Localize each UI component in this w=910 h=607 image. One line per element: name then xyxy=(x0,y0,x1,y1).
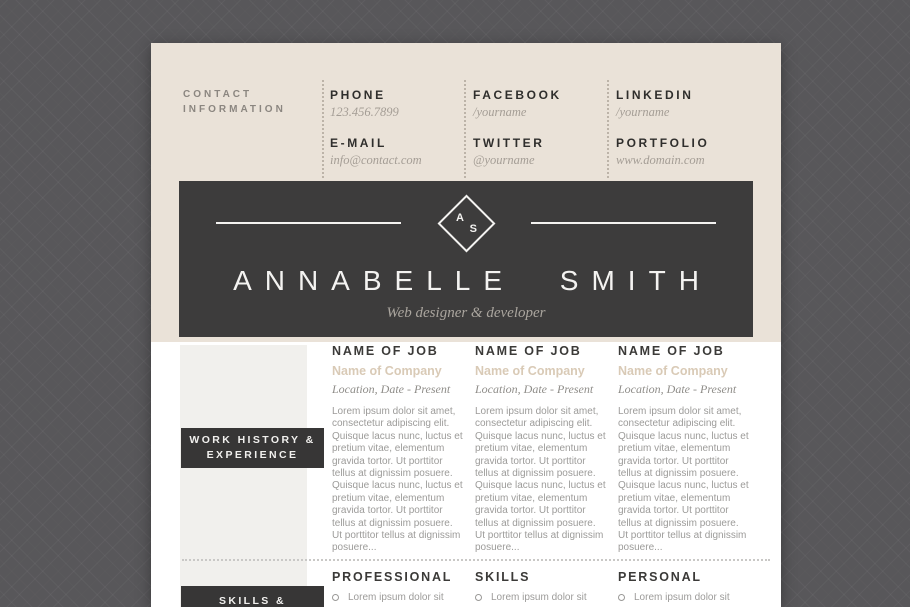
job-entry xyxy=(475,344,606,555)
skills-list-professional xyxy=(332,570,463,603)
contact-divider xyxy=(322,80,324,178)
monogram-diamond-icon xyxy=(438,195,494,251)
circle-bullet-icon xyxy=(618,594,625,601)
job-title: NAME OF JOB xyxy=(475,344,582,358)
contact-item-linkedin xyxy=(616,88,759,123)
contact-label: TWITTER xyxy=(473,136,545,150)
contact-value: /yourname xyxy=(473,105,527,119)
list-title: SKILLS xyxy=(475,570,531,584)
banner-rule-left xyxy=(216,222,401,224)
contact-item-portfolio xyxy=(616,136,759,171)
job-entry xyxy=(618,344,749,555)
contact-label: PHONE xyxy=(330,88,386,102)
job-location-dates: Location, Date - Present xyxy=(332,382,451,396)
monogram-letter-s: S xyxy=(469,222,477,235)
list-title: PROFESSIONAL xyxy=(332,570,453,584)
job-description: Lorem ipsum dolor sit amet, consectetur adipiscing elit. Quisque lacus nunc, luctus et pretium vitae, elementum gravida tortor. Ut porttitor tellus at dignissim posuere. Quisque lacus nunc, luctus et pretium vitae, elementum gravida tortor. Ut porttitor tellus at dignissim posuere. Ut porttitor tellus at dignissim posuere... xyxy=(475,406,606,554)
diamond-outline xyxy=(437,194,495,252)
job-title: NAME OF JOB xyxy=(618,344,725,358)
job-description: Lorem ipsum dolor sit amet, consectetur adipiscing elit. Quisque lacus nunc, luctus et pretium vitae, elementum gravida tortor. Ut porttitor tellus at dignissim posuere. Quisque lacus nunc, luctus et pretium vitae, elementum gravida tortor. Ut porttitor tellus at dignissim posuere. Ut porttitor tellus at dignissim posuere... xyxy=(332,406,463,554)
job-company: Name of Company xyxy=(618,364,728,378)
contact-heading-line1: CONTACT xyxy=(183,89,253,100)
skills-list-personal xyxy=(618,570,749,603)
resume-page xyxy=(151,43,781,607)
contact-value: www.domain.com xyxy=(616,153,705,167)
circle-bullet-icon xyxy=(475,594,482,601)
contact-grid xyxy=(330,88,759,171)
job-location-dates: Location, Date - Present xyxy=(618,382,737,396)
contact-value: @yourname xyxy=(473,153,535,167)
job-title: NAME OF JOB xyxy=(332,344,439,358)
list-item-text: Lorem ipsum dolor sit xyxy=(491,592,587,603)
monogram-letter-a: A xyxy=(455,211,464,224)
contact-label: PORTFOLIO xyxy=(616,136,710,150)
contact-item-facebook xyxy=(473,88,616,123)
sidebar-strip xyxy=(180,345,307,607)
monogram-row xyxy=(179,195,753,251)
job-entry xyxy=(332,344,463,555)
job-location-dates: Location, Date - Present xyxy=(475,382,594,396)
job-company: Name of Company xyxy=(332,364,442,378)
contact-item-email xyxy=(330,136,473,171)
job-company: Name of Company xyxy=(475,364,585,378)
person-role: Web designer & developer xyxy=(386,305,546,321)
job-description: Lorem ipsum dolor sit amet, consectetur adipiscing elit. Quisque lacus nunc, luctus et pretium vitae, elementum gravida tortor. Ut porttitor tellus at dignissim posuere. Quisque lacus nunc, luctus et pretium vitae, elementum gravida tortor. Ut porttitor tellus at dignissim posuere. Ut porttitor tellus at dignissim posuere... xyxy=(618,406,749,554)
list-item xyxy=(618,592,749,603)
contact-item-phone xyxy=(330,88,473,123)
banner-rule-right xyxy=(531,222,716,224)
contact-label: LINKEDIN xyxy=(616,88,694,102)
contact-label: E-MAIL xyxy=(330,136,387,150)
dotted-separator xyxy=(182,559,770,561)
monogram-letters xyxy=(448,205,485,242)
contact-value: info@contact.com xyxy=(330,153,422,167)
section-badge-work-history: WORK HISTORY & EXPERIENCE xyxy=(181,428,324,468)
person-name: ANNABELLE SMITH xyxy=(233,265,712,296)
skills-list-skills xyxy=(475,570,606,603)
contact-item-twitter xyxy=(473,136,616,171)
contact-value: /yourname xyxy=(616,105,670,119)
contact-heading-line2: INFORMATION xyxy=(183,104,286,115)
name-banner xyxy=(179,181,753,337)
list-item xyxy=(475,592,606,603)
list-title: PERSONAL xyxy=(618,570,702,584)
contact-section-heading xyxy=(183,87,286,117)
skills-columns xyxy=(332,570,749,603)
circle-bullet-icon xyxy=(332,594,339,601)
section-badge-skills: SKILLS & xyxy=(181,586,324,607)
list-item xyxy=(332,592,463,603)
list-item-text: Lorem ipsum dolor sit xyxy=(634,592,730,603)
list-item-text: Lorem ipsum dolor sit xyxy=(348,592,444,603)
contact-label: FACEBOOK xyxy=(473,88,562,102)
contact-value: 123.456.7899 xyxy=(330,105,399,119)
work-history-columns xyxy=(332,344,749,555)
